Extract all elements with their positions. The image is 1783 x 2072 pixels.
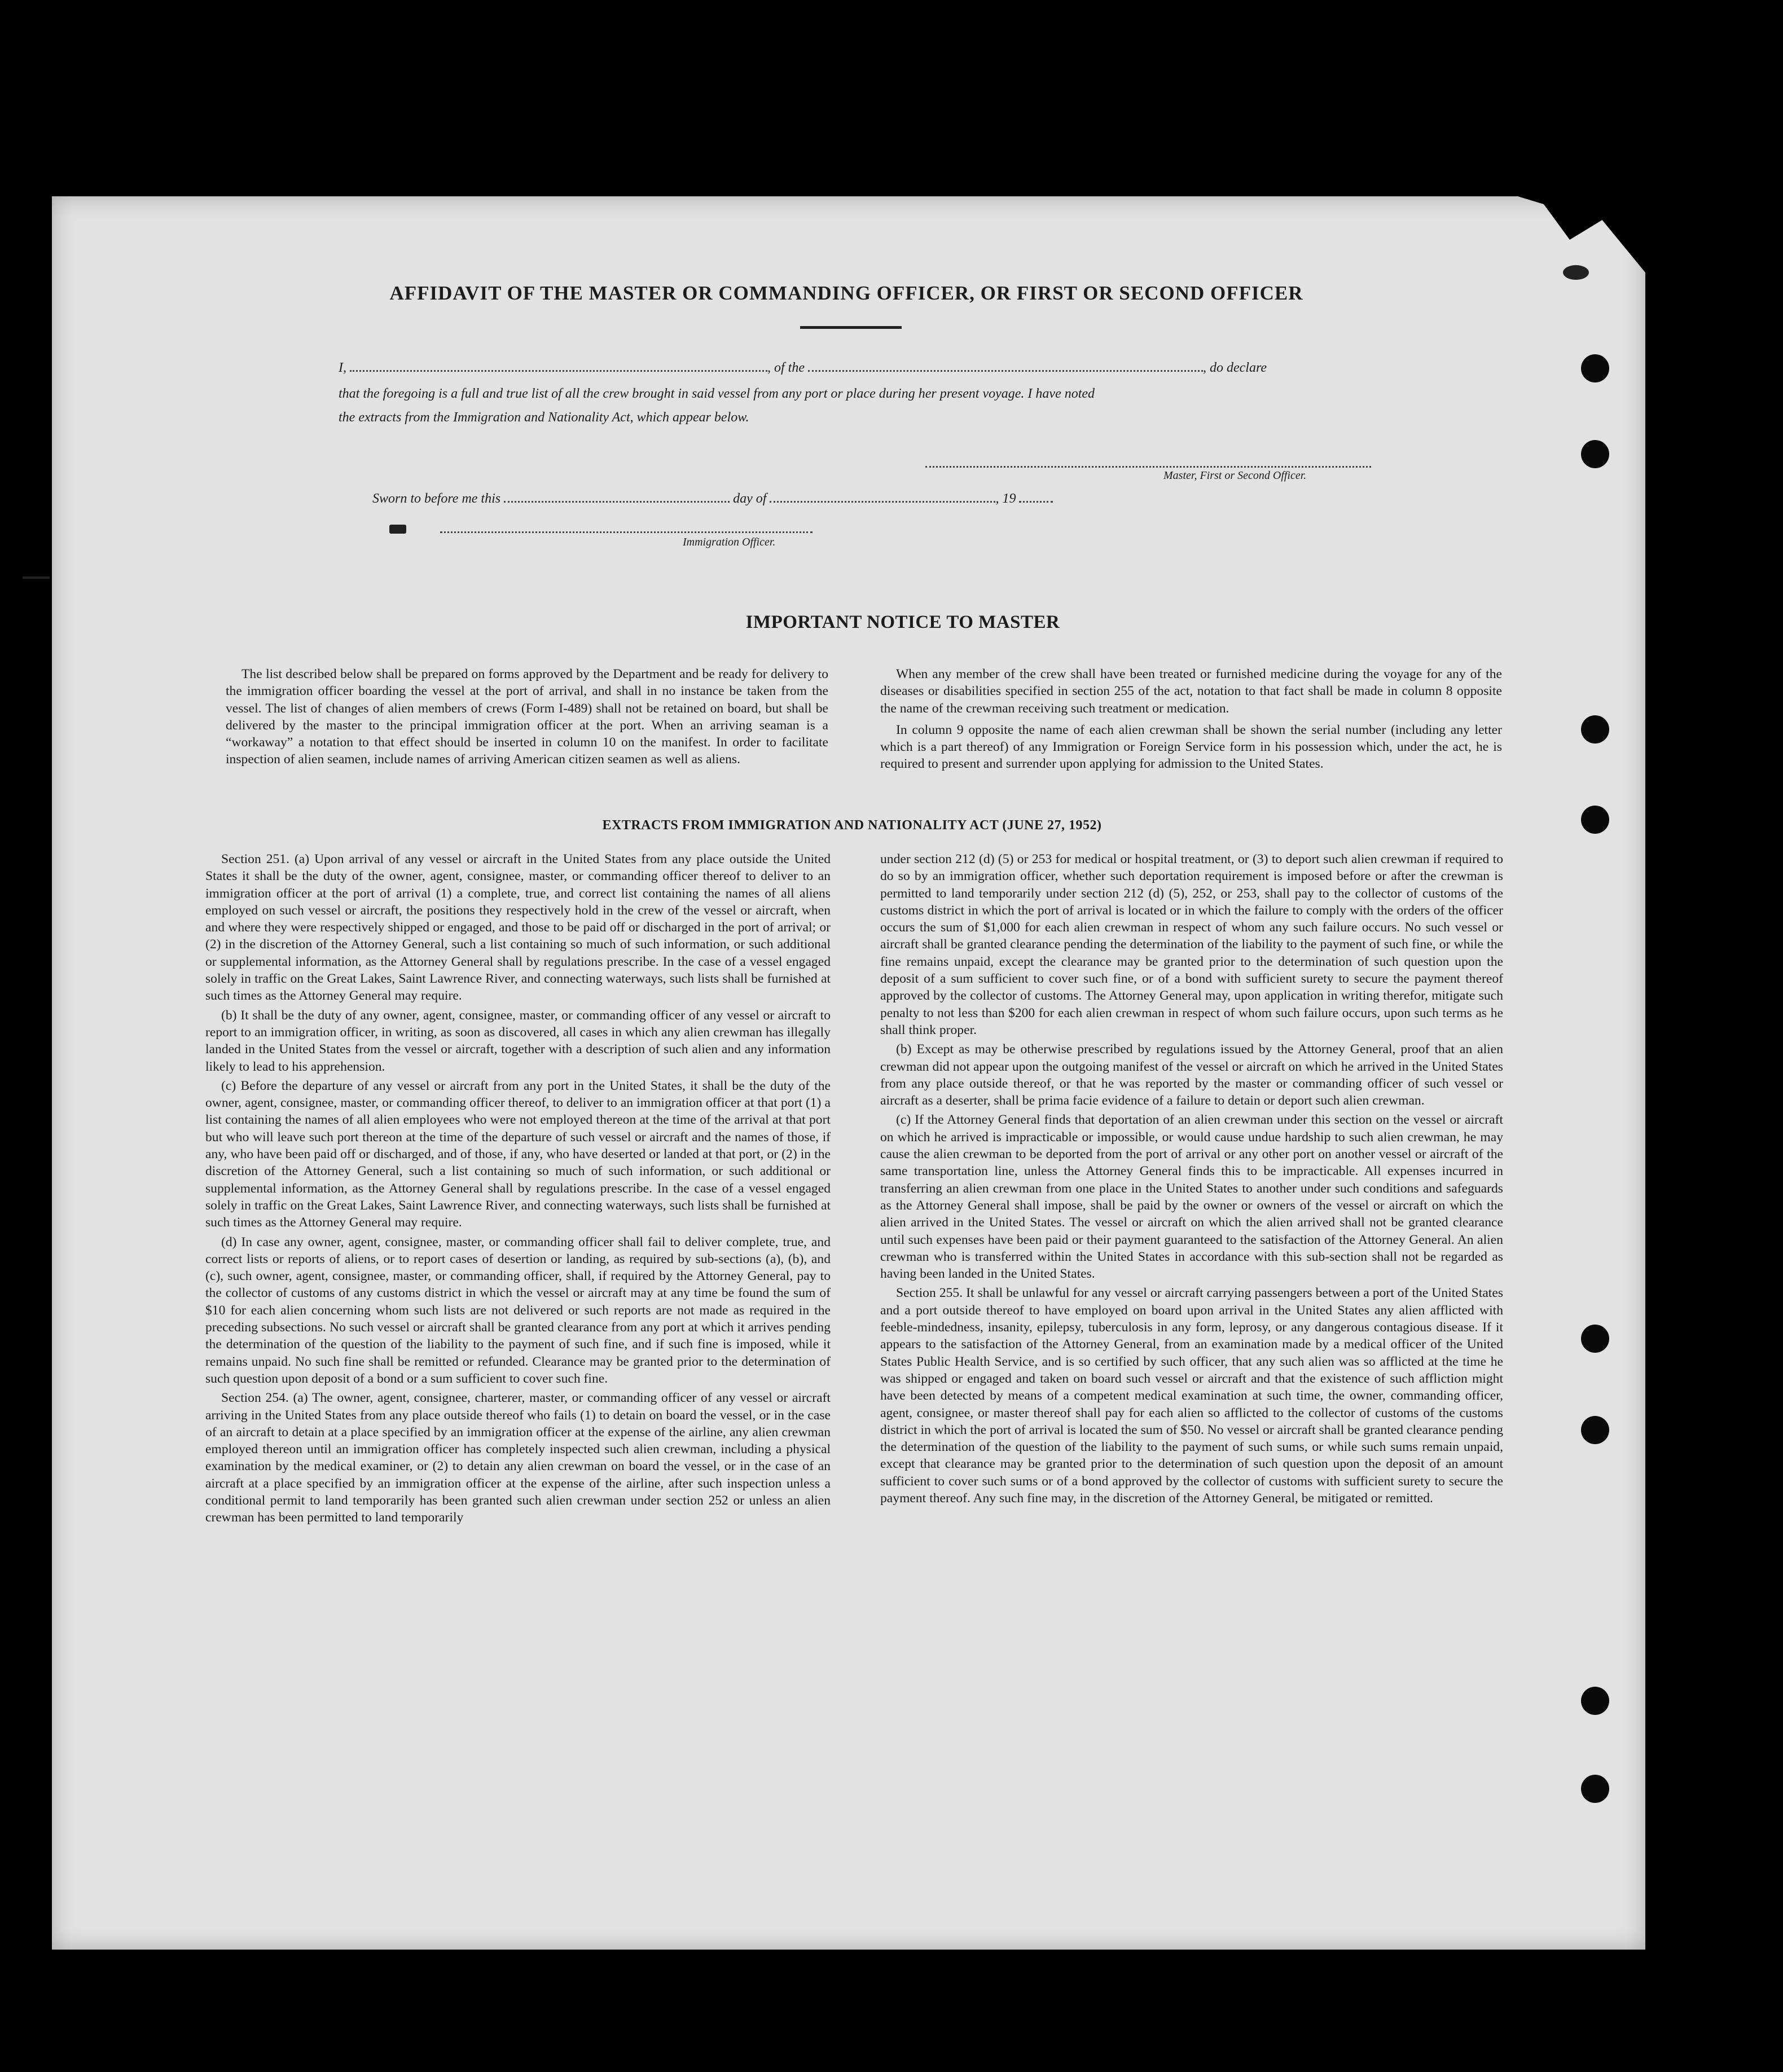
- punch-hole-icon: [1581, 715, 1609, 744]
- stamp-mark: [389, 525, 406, 534]
- section-251-a: Section 251. (a) Upon arrival of any vessel or aircraft in the United States from any place outside the United States it shall be the duty of the owner, agent, consignee, master, or commanding officer thereof to deliver to an immigration officer at the port of arrival (1) a complete, true, and correct list containing the names of all aliens employed on such vessel or aircraft, the positions they respectively hold in the crew of the vessel or aircraft, when and where they were respectively shipped or engaged, and those to be paid off or discharged in the port of arrival; or (2) in the discretion of the Attorney General, such a list containing so much of such information, or such additional or supplemental information, as the Attorney General shall by regulations prescribe. In the case of a vessel engaged solely in traffic on the Great Lakes, Saint Lawrence River, and connecting waterways, such lists shall be furnished at such times as the Attorney General may require.: [205, 852, 831, 1004]
- section-254-a-continued: under section 212 (d) (5) or 253 for medical or hospital treatment, or (3) to deport such alien crewman if required to do so by an immigration officer, whether such deportation requirement is imposed before or after the crewman is permitted to land temporarily under section 212 (d) (5), 252, or 253, shall pay to the collector of customs of the customs district in which the port of arrival is located or in which the failure to comply with the orders of the officer occurs the sum of $1,000 for each alien crewman in respect of whom any such failure occurs. No such vessel or aircraft shall be granted clearance pending the determination of the liability to the payment of such fine, or while the fine remains unpaid, except the clearance may be granted prior to the determination of such question upon the deposit of a sum sufficient to cover such fine, or of a bond with sufficient surety to secure the payment thereof approved by the collector of customs. The Attorney General may, upon application in writing therefor, mitigate such penalty to not less than $200 for each alien crewman in respect of whom such failure occurs, upon such terms as he shall think proper.: [880, 852, 1503, 1037]
- extracts-title: EXTRACTS FROM IMMIGRATION AND NATIONALITY ACT (JUNE 27, 1952): [602, 818, 1102, 833]
- affidavit-line-2: that the foregoing is a full and true list of all the crew brought in said vessel from any port or place during her present voyage. I have noted: [339, 386, 1095, 401]
- officer-signature-line: [440, 529, 813, 533]
- i-label: I,: [339, 360, 346, 375]
- notice-right-column: [880, 666, 1502, 775]
- officer-signature-label: Immigration Officer.: [683, 536, 776, 548]
- section-255: Section 255. It shall be unlawful for any vessel or aircraft carrying passengers between a port of the United States and a port outside thereof to have employed on board upon arrival in the United States any alien afflicted with feeble-mindedness, insanity, epilepsy, tuberculosis in any form, leprosy, or any dangerous contagious disease. If it appears to the satisfaction of the Attorney General, from an examination made by a medical officer of the United States Public Health Service, and is so certified by such officer, that any such alien was so afflicted at the time he was shipped or engaged and taken on board such vessel or aircraft and that the existence of such affliction might have been detected by means of a competent medical examination at such time, the owner, commanding officer, agent, consignee, or master thereof shall pay for each alien so afflicted to the collector of customs of the customs district in which the port of arrival is located the sum of $50. No vessel or aircraft shall be granted clearance pending the determination of the question of the liability to the payment of such sums, or while such sums remain unpaid, except that clearance may be granted prior to the determination of such question upon the deposit of an amount sufficient to cover such sums or of a bond approved by the collector of customs with sufficient surety to secure the payment thereof. Any such fine may, in the discretion of the Attorney General, be mitigated or remitted.: [880, 1286, 1503, 1506]
- year-blank: [1019, 495, 1053, 503]
- notice-title: IMPORTANT NOTICE TO MASTER: [745, 612, 1060, 632]
- section-251-b: (b) It shall be the duty of any owner, agent, consignee, master, or commanding officer of any vessel or aircraft to report to an immigration officer, in writing, as soon as discovered, all cases in which any alien crewman has illegally landed in the United States from the vessel or aircraft, together with a description of such alien and any information likely to lead to his apprehension.: [205, 1008, 831, 1074]
- month-blank: [770, 495, 995, 503]
- sworn-line: [372, 486, 1162, 511]
- dash-mark: [23, 577, 50, 579]
- affidavit-line-3: the extracts from the Immigration and Nationality Act, which appear below.: [339, 410, 749, 425]
- day-of-label: day of: [733, 491, 767, 506]
- punch-hole-icon: [1581, 806, 1609, 834]
- title-rule: [800, 326, 902, 329]
- punch-hole-icon: [1581, 354, 1609, 382]
- vessel-blank: [808, 364, 1203, 372]
- punch-hole-icon: [1581, 1416, 1609, 1444]
- notice-right-paragraph-1: When any member of the crew shall have been treated or furnished medicine during the voyage for any of the diseases or disabilities specified in section 255 of the act, notation to that fact shall be made in column 8 opposite the name of the crewman receiving such treatment or medication.: [880, 667, 1502, 716]
- punch-hole-icon: [1581, 1325, 1609, 1353]
- affidavit-title: AFFIDAVIT OF THE MASTER OR COMMANDING OFFICER, OR FIRST OR SECOND OFFICER: [389, 282, 1303, 304]
- extracts-right-column: [880, 851, 1503, 1509]
- punch-hole-icon: [1581, 440, 1609, 468]
- section-254-c: (c) If the Attorney General finds that deportation of an alien crewman under this section on the vessel or aircraft on which he arrived is impracticable or impossible, or would cause undue hardship to such alien crewman, he may cause the alien crewman to be deported from the port of arrival or any other port on another vessel or aircraft of the same transportation line, unless the Attorney General finds this to be impracticable. All expenses incurred in transferring an alien crewman from one place in the United States to another under such conditions and safeguards as the Attorney General shall impose, shall be paid by the owner or owners of the vessel or aircraft on which the alien arrived in the United States. The vessel or aircraft on which the alien arrived shall not be granted clearance until such expenses have been paid or their payment guaranteed to the satisfaction of the Attorney General. An alien crewman who is transferred within the United States in accordance with this sub-section shall not be regarded as having been landed in the United States.: [880, 1112, 1503, 1282]
- of-the-label: , of the: [767, 360, 805, 375]
- declare-label: , do declare: [1203, 360, 1267, 375]
- extracts-left-column: [205, 851, 831, 1529]
- sworn-day-blank: [504, 495, 730, 503]
- sworn-label: Sworn to before me this: [372, 491, 501, 506]
- section-251-d: (d) In case any owner, agent, consignee, master, or commanding officer shall fail to deliver complete, true, and correct lists or reports of aliens, or to report cases of desertion or landing, as required by sub-sections (a), (b), and (c), such owner, agent, consignee, master, or commanding officer, shall, if required by the Attorney General, pay to the collector of customs of any customs district in which the vessel or aircraft may at any time be found the sum of $10 for each alien concerning whom such lists are not delivered or such reports are not made as required in the preceding subsections. No such vessel or aircraft shall be granted clearance from any port at which it arrives pending the determination of the question of the liability to the payment of such fine, and if such fine is imposed, while it remains unpaid. No such fine shall be remitted or refunded. Clearance may be granted prior to the determination of such question upon deposit of a bond or a sum sufficient to cover such fine.: [205, 1234, 831, 1386]
- notice-right-paragraph-2: In column 9 opposite the name of each alien crewman shall be shown the serial number (including any letter which is a part thereof) of any Immigration or Foreign Service form in his possession which, under the act, he is required to present and surrender upon applying for admission to the United States.: [880, 722, 1502, 772]
- master-signature-line: [925, 464, 1371, 468]
- year-label: , 19: [995, 491, 1016, 506]
- section-254-b: (b) Except as may be otherwise prescribed by regulations issued by the Attorney General, proof that an alien crewman did not appear upon the outgoing manifest of the vessel or aircraft on which he arrived in the United States from any place outside thereof, or that he was reported by the master or commanding officer of such vessel or aircraft as a deserter, shall be prima facie evidence of a failure to detain or deport such alien crewman.: [880, 1042, 1503, 1108]
- punch-hole-icon: [1581, 1687, 1609, 1715]
- affidavit-line-1: [339, 355, 1365, 380]
- ink-blot: [1563, 265, 1589, 280]
- master-signature-label: Master, First or Second Officer.: [1163, 469, 1307, 482]
- notice-left-column: [226, 666, 828, 771]
- punch-hole-icon: [1581, 1775, 1609, 1803]
- section-254-a: Section 254. (a) The owner, agent, consignee, charterer, master, or commanding officer of any vessel or aircraft arriving in the United States from any place outside thereof who fails (1) to detain on board the vessel, or in the case of an aircraft to detain at a place specified by an immigration officer at the expense of the airline, any alien crewman employed thereon until an immigration officer has completely inspected such alien crewman, including a physical examination by the medical examiner, or (2) to detain any alien crewman on board the vessel, or in the case of an aircraft at a place specified by an immigration officer at the expense of the airline, after such inspection unless a conditional permit to land temporarily has been granted such alien crewman under section 252 or unless an alien crewman has been permitted to land temporarily: [205, 1391, 831, 1525]
- section-251-c: (c) Before the departure of any vessel or aircraft from any port in the United States, it shall be the duty of the owner, agent, consignee, master, or commanding officer thereof, to deliver to an immigration officer at that port (1) a list containing the names of all alien employees who were not employed thereon at the time of the arrival at that port but who will leave such port thereon at the time of the departure of such vessel or aircraft and the names of those, if any, who have been paid off or discharged, and of those, if any, who have deserted or landed at that port, or (2) in the discretion of the Attorney General, such a list containing so much of such information, or such additional or supplemental information, as the Attorney General shall by regulations prescribe. In the case of a vessel engaged solely in traffic on the Great Lakes, Saint Lawrence River, and connecting waterways, such lists shall be furnished at such times as the Attorney General may require.: [205, 1078, 831, 1230]
- notice-left-paragraph: The list described below shall be prepared on forms approved by the Department and be ready for delivery to the immigration officer boarding the vessel at the port of arrival, and shall in no instance be taken from the vessel. The list of changes of alien members of crews (Form I-489) shall not be retained on board, but shall be delivered by the master to the principal immigration officer at the port. When an arriving seaman is a “workaway” a notation to that effect should be inserted in column 10 on the manifest. In order to facilitate inspection of alien seamen, include names of arriving American citizen seamen as well as aliens.: [226, 667, 828, 767]
- name-blank: [350, 364, 767, 372]
